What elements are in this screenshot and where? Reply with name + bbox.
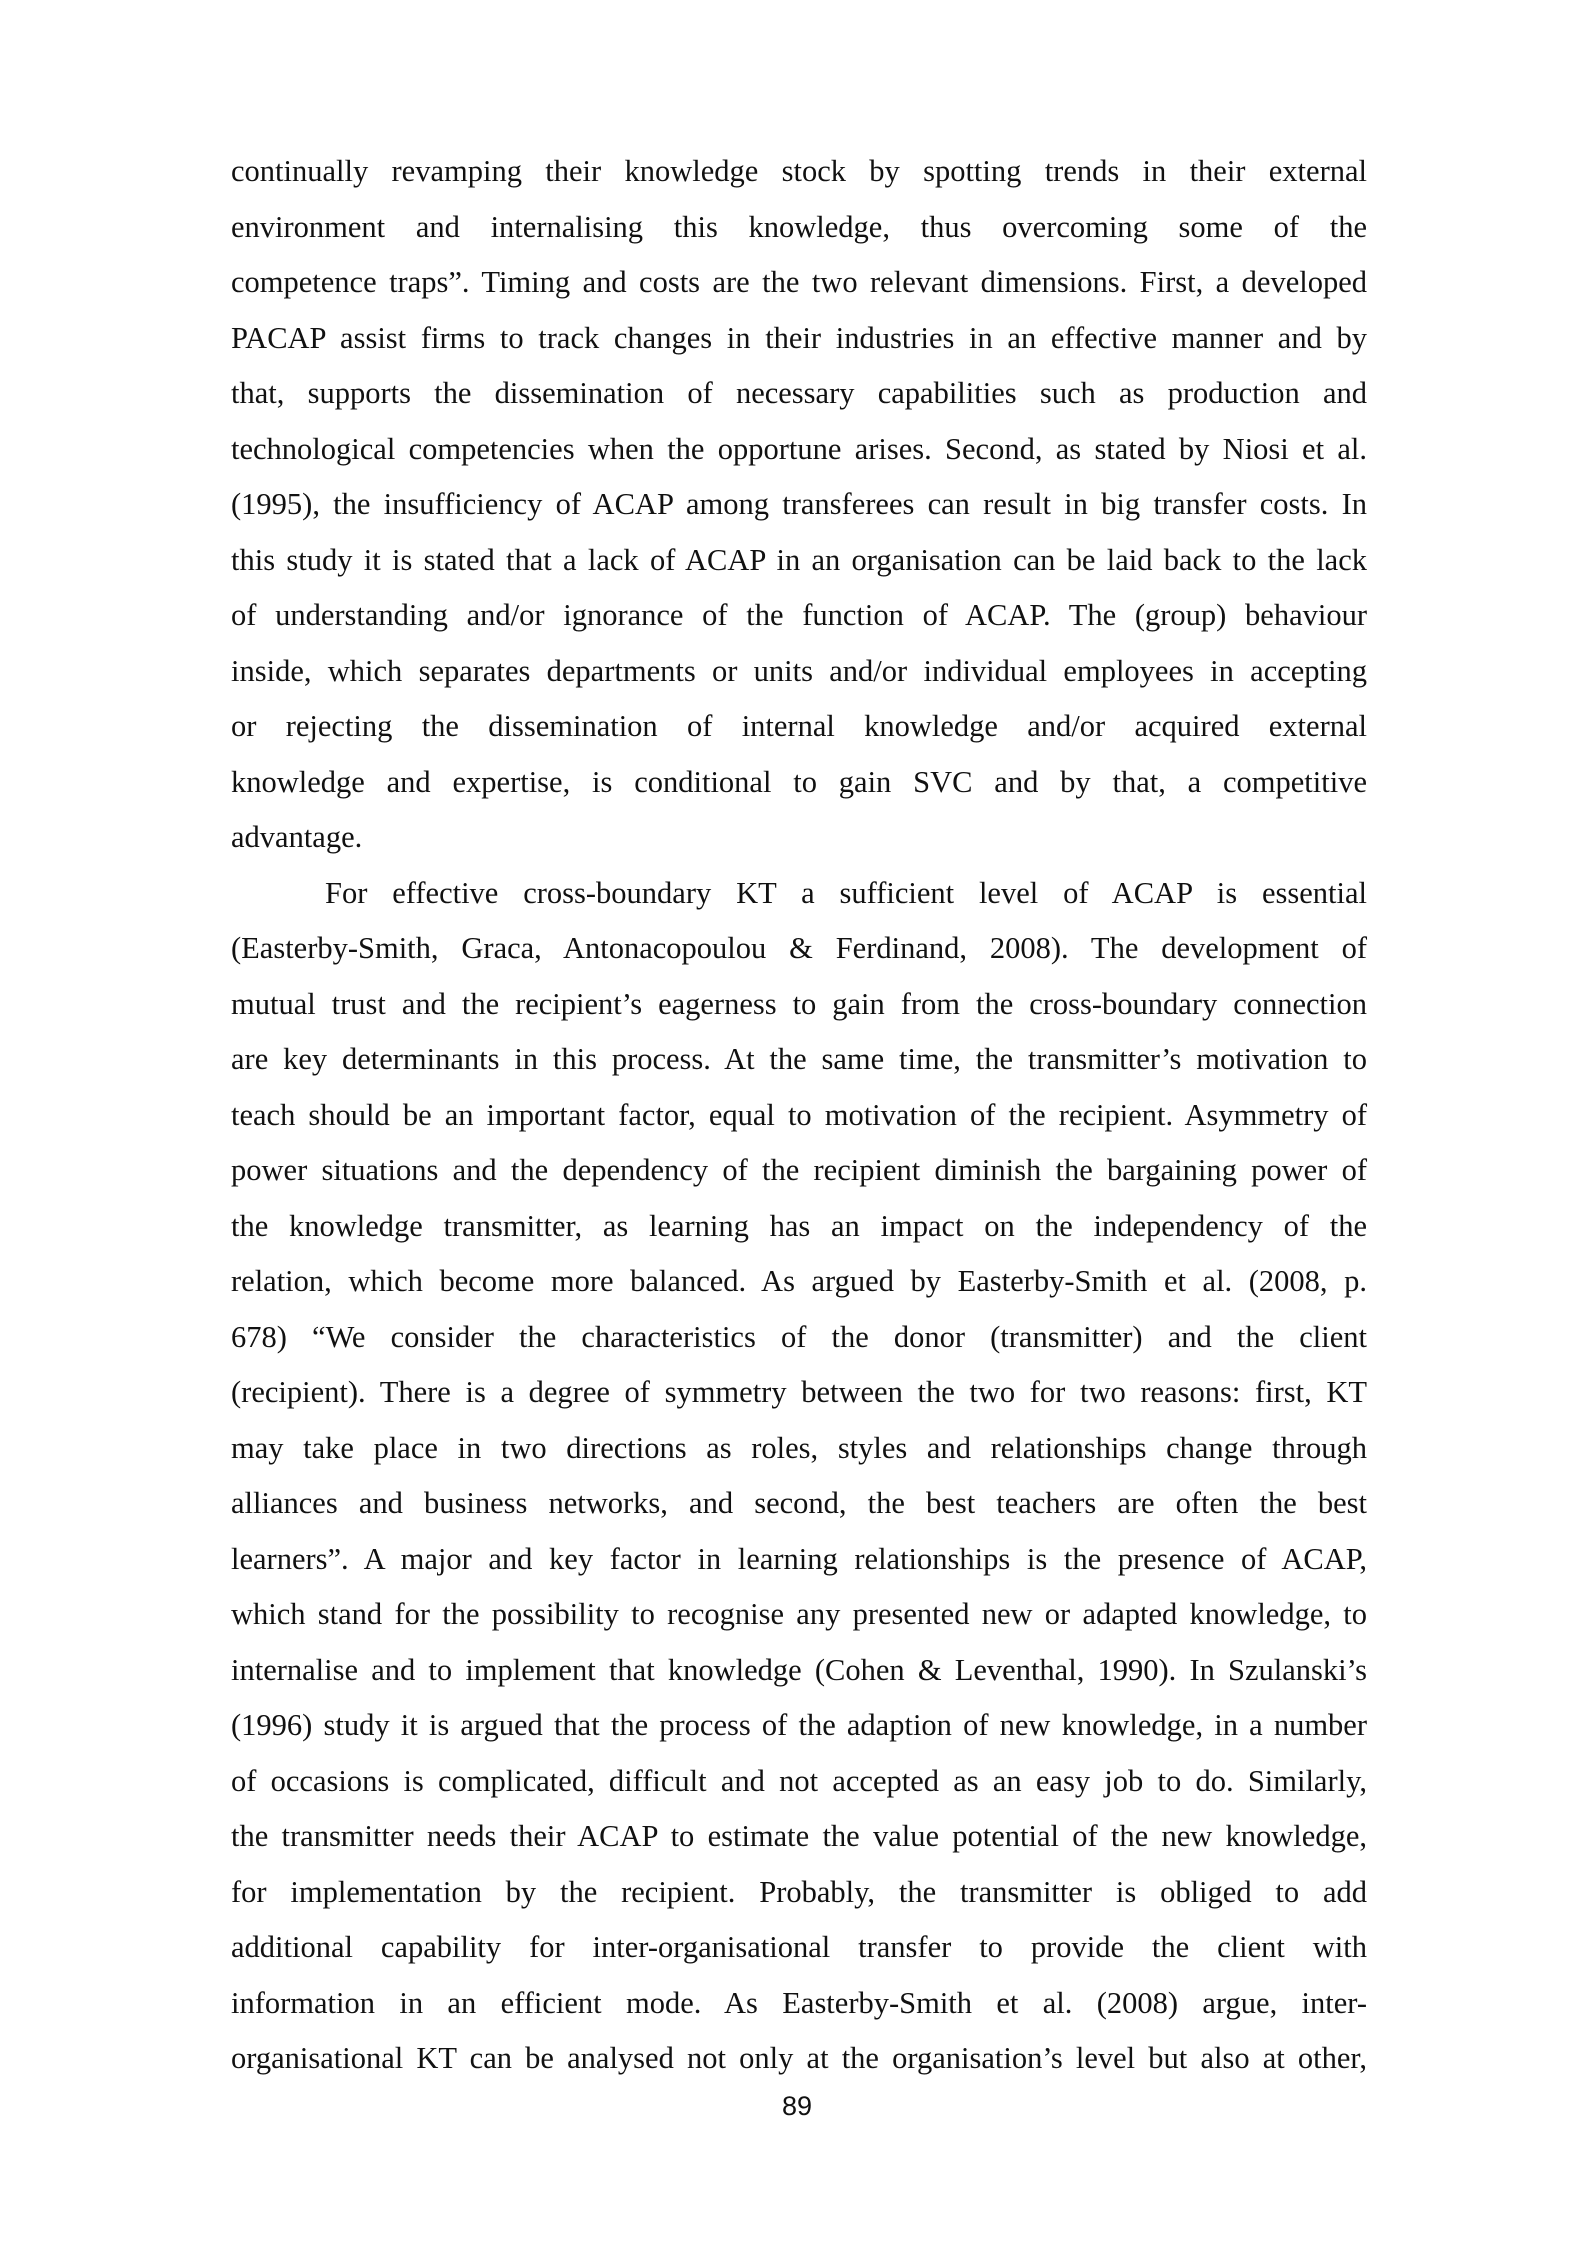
text-line: internalise and to implement that knowledge (Cohen & Leventhal, 1990). In Szulanski’s xyxy=(231,1652,1367,1687)
text-line: competence traps”. Timing and costs are the two relevant dimensions. First, a developed xyxy=(231,265,1367,299)
text-line: (Easterby-Smith, Graca, Antonacopoulou & Ferdinand, 2008). The development of xyxy=(231,931,1367,965)
text-line: (1996) study it is argued that the process of the adaption of new knowledge, in a number xyxy=(231,1708,1367,1742)
text-line: the knowledge transmitter, as learning has an impact on the independency of the xyxy=(231,1208,1367,1243)
text-line: learners”. A major and key factor in learning relationships is the presence of ACAP, xyxy=(231,1541,1367,1576)
text-line: of occasions is complicated, difficult and not accepted as an easy job to do. Similarly, xyxy=(231,1763,1367,1798)
text-line: teach should be an important factor, equal to motivation of the recipient. Asymmetry of xyxy=(231,1097,1367,1132)
text-line: additional capability for inter-organisational transfer to provide the client with xyxy=(231,1930,1367,1964)
text-line: that, supports the dissemination of necessary capabilities such as production and xyxy=(231,376,1367,410)
text-line: of understanding and/or ignorance of the function of ACAP. The (group) behaviour xyxy=(231,598,1367,632)
text-line: (recipient). There is a degree of symmetry between the two for two reasons: first, KT xyxy=(231,1375,1367,1409)
page-number: 89 xyxy=(781,2091,813,2121)
text-line: this study it is stated that a lack of ACAP in an organisation can be laid back to the lack xyxy=(231,542,1367,577)
text-line: For effective cross-boundary KT a sufficient level of ACAP is essential xyxy=(325,875,1367,910)
text-line: organisational KT can be analysed not only at the organisation’s level but also at other, xyxy=(231,2041,1367,2075)
text-line: for implementation by the recipient. Probably, the transmitter is obliged to add xyxy=(231,1874,1367,1909)
text-line: technological competencies when the opportune arises. Second, as stated by Niosi et al. xyxy=(231,431,1367,466)
text-line: inside, which separates departments or units and/or individual employees in accepting xyxy=(231,653,1367,688)
text-line: 678) “We consider the characteristics of the donor (transmitter) and the client xyxy=(231,1319,1367,1354)
text-line: relation, which become more balanced. As argued by Easterby-Smith et al. (2008, p. xyxy=(231,1264,1367,1298)
text-line: environment and internalising this knowledge, thus overcoming some of the xyxy=(231,209,1367,244)
text-line: alliances and business networks, and second, the best teachers are often the best xyxy=(231,1486,1367,1520)
text-line: advantage. xyxy=(231,820,363,854)
text-line: the transmitter needs their ACAP to estimate the value potential of the new knowledge, xyxy=(231,1819,1367,1853)
text-line: or rejecting the dissemination of internal knowledge and/or acquired external xyxy=(231,709,1367,743)
text-line: PACAP assist firms to track changes in their industries in an effective manner and by xyxy=(231,320,1367,355)
text-line: which stand for the possibility to recognise any presented new or adapted knowledge, to xyxy=(231,1597,1367,1631)
text-line: are key determinants in this process. At the same time, the transmitter’s motivation to xyxy=(231,1042,1367,1076)
text-line: mutual trust and the recipient’s eagerness to gain from the cross-boundary connection xyxy=(231,986,1367,1021)
text-line: information in an efficient mode. As Easterby-Smith et al. (2008) argue, inter- xyxy=(231,1985,1367,2020)
text-line: continually revamping their knowledge stock by spotting trends in their external xyxy=(231,154,1367,188)
text-line: may take place in two directions as roles, styles and relationships change through xyxy=(231,1430,1367,1465)
text-line: (1995), the insufficiency of ACAP among transferees can result in big transfer costs. In xyxy=(231,487,1367,521)
text-line: power situations and the dependency of the recipient diminish the bargaining power of xyxy=(231,1153,1367,1187)
text-line: knowledge and expertise, is conditional to gain SVC and by that, a competitive xyxy=(231,764,1367,799)
